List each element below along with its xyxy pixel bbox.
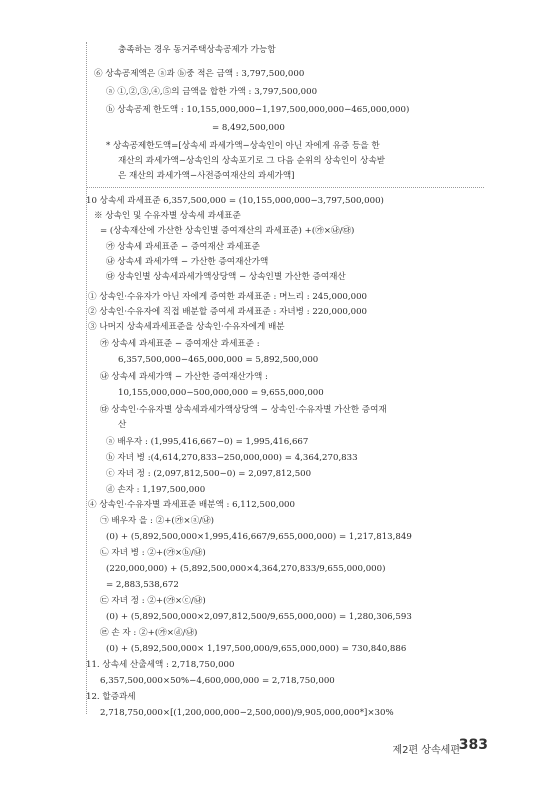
text-line: = 8,492,500,000 bbox=[212, 123, 285, 133]
text-line: (0) + (5,892,500,000×1,995,416,667/9,655,000,000) = 1,217,813,849 bbox=[106, 532, 412, 542]
text-line: ⓐ 배우자 : (1,995,416,667−0) = 1,995,416,667 bbox=[106, 437, 309, 447]
text-line: ㉯ 상속세 과세가액 − 가산한 증여재산가액 : bbox=[100, 372, 268, 382]
text-line: (0) + (5,892,500,000× 1,197,500,000/9,655,000,000) = 730,840,886 bbox=[106, 644, 407, 654]
text-line: ㉰ 상속인별 상속세과세가액상당액 − 상속인별 가산한 증여재산 bbox=[106, 272, 346, 282]
text-line: ⓐ ①,②,③,④,⑤의 금액을 합한 가액 : 3,797,500,000 bbox=[106, 87, 318, 97]
text-line: ① 상속인·수유자가 아닌 자에게 증여한 과세표준 : 며느리 : 245,000,000 bbox=[88, 292, 368, 302]
text-line: ⓑ 상속공제 한도액 : 10,155,000,000−1,197,500,000,000−465,000,000) bbox=[106, 105, 410, 115]
text-line: ㉠ 배우자 을 : ②+(㉮×ⓐ/㉯) bbox=[100, 516, 214, 526]
text-line: ⓒ 자녀 정 : (2,097,812,500−0) = 2,097,812,500 bbox=[106, 469, 312, 479]
text-line: ㉢ 자녀 정 : ②+(㉮×ⓒ/㉯) bbox=[100, 596, 206, 606]
text-line: 12. 할증과세 bbox=[86, 692, 136, 702]
text-line: ㉮ 상속세 과세표준 − 증여재산 과세표준 bbox=[106, 242, 260, 252]
text-line: ㉰ 상속인·수유자별 상속세과세가액상당액 − 상속인·수유자별 가산한 증여재 bbox=[100, 405, 387, 415]
text-line: 6,357,500,000×50%−4,600,000,000 = 2,718,750,000 bbox=[100, 676, 335, 686]
text-line: 10 상속세 과세표준 6,357,500,000 = (10,155,000,000−3,797,500,000) bbox=[86, 196, 384, 206]
text-line: ⑥ 상속공제액은 ⓐ과 ⓑ중 적은 금액 : 3,797,500,000 bbox=[94, 69, 305, 79]
text-line: 2,718,750,000×[(1,200,000,000−2,500,000)/9,905,000,000*]×30% bbox=[100, 708, 394, 718]
text-line: 충족하는 경우 동거주택상속공제가 가능함 bbox=[118, 45, 276, 55]
text-line: ④ 상속인·수유자별 과세표준 배분액 : 6,112,500,000 bbox=[88, 500, 295, 510]
text-line: 11. 상속세 산출세액 : 2,718,750,000 bbox=[86, 660, 235, 670]
left-margin-rule bbox=[86, 42, 87, 714]
text-line: ㉡ 자녀 병 : ②+(㉮×ⓑ/㉯) bbox=[100, 548, 206, 558]
text-line: = (상속재산에 가산한 상속인별 증여재산의 과세표준) +(㉮×㉯/㉰) bbox=[100, 226, 355, 236]
footer-section-label: 제2편 상속세편 bbox=[392, 745, 460, 756]
text-line: ⓓ 손자 : 1,197,500,000 bbox=[106, 485, 206, 495]
text-line: 산 bbox=[118, 420, 127, 430]
text-line: 은 재산의 과세가액−사전증여재산의 과세가액] bbox=[118, 171, 295, 181]
text-line: ② 상속인·수유자에 직접 배분할 증여세 과세표준 : 자녀병 : 220,000,000 bbox=[88, 307, 368, 317]
text-line: ③ 나머지 상속세과세표준을 상속인·수유자에게 배분 bbox=[88, 322, 285, 332]
section-divider bbox=[86, 187, 484, 188]
page-number: 383 bbox=[458, 737, 488, 753]
text-line: 6,357,500,000−465,000,000 = 5,892,500,000 bbox=[118, 355, 319, 365]
text-line: (220,000,000) + (5,892,500,000×4,364,270,833/9,655,000,000) bbox=[106, 564, 386, 574]
text-line: = 2,883,538,672 bbox=[106, 580, 179, 590]
text-line: ㉮ 상속세 과세표준 − 증여재산 과세표준 : bbox=[100, 339, 260, 349]
text-line: (0) + (5,892,500,000×2,097,812,500/9,655,000,000) = 1,280,306,593 bbox=[106, 612, 412, 622]
text-line: ※ 상속인 및 수유자별 상속세 과세표준 bbox=[94, 211, 241, 221]
text-line: ㉣ 손 자 : ②+(㉮×ⓓ/㉯) bbox=[100, 628, 198, 638]
text-line: 10,155,000,000−500,000,000 = 9,655,000,000 bbox=[118, 388, 324, 398]
text-line: 재산의 과세가액−상속인의 상속포기로 그 다음 순위의 상속인이 상속받 bbox=[118, 156, 386, 166]
text-line: ㉯ 상속세 과세가액 − 가산한 증여재산가액 bbox=[106, 257, 269, 267]
text-line: ⓑ 자녀 병 :(4,614,270,833−250,000,000) = 4,364,270,833 bbox=[106, 453, 358, 463]
text-line: * 상속공제한도액=[상속세 과세가액−상속인이 아닌 자에게 유증 등을 한 bbox=[106, 141, 380, 151]
